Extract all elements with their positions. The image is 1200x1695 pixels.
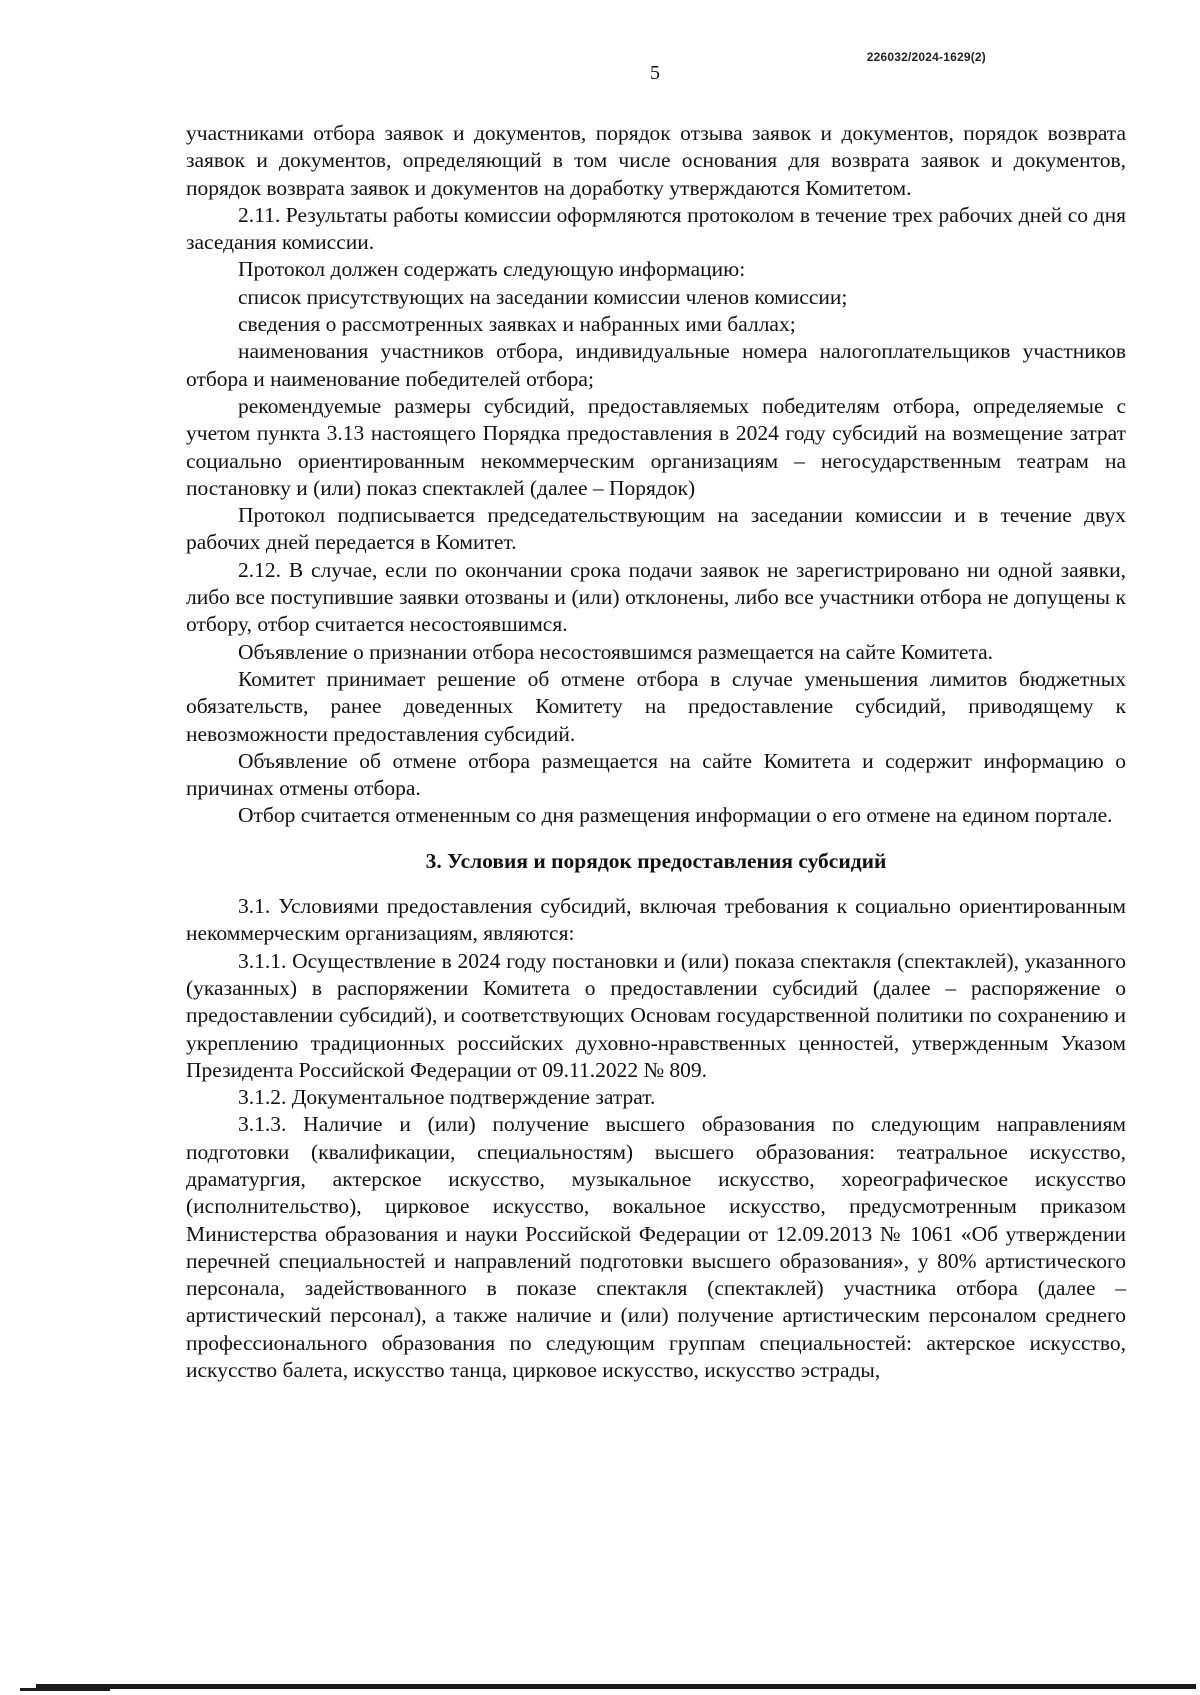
- list-item-applications: сведения о рассмотренных заявках и набранных ими баллах;: [238, 312, 796, 337]
- paragraph-2-11: 2.11. Результаты работы комиссии оформляются протоколом в течение трех рабочих дней со дня заседания комиссии.: [186, 202, 1126, 255]
- list-item-participants: наименования участников отбора, индивидуальные номера налогоплательщиков участников отбора и наименование победителей отбора;: [186, 339, 1126, 391]
- paragraph-3-1-1: 3.1.1. Осуществление в 2024 году постановки и (или) показа спектакля (спектаклей), указанного (указанных) в распоряжении Комитета о предоставлении субсидий (далее – распоряжение о предоставлении субсидий), и соответствующих Основам государственной политики по сохранению и укреплению традиционных российских духовно-нравственных ценностей, утвержденным Указом Президента Российской Федерации от 09.11.2022 № 809.: [186, 948, 1126, 1082]
- paragraph-3-1-2: 3.1.2. Документальное подтверждение затрат.: [238, 1085, 656, 1110]
- paragraph-3-1-3: 3.1.3. Наличие и (или) получение высшего образования по следующим направлениям подготовки (квалификации, специальностям) высшего образования: театральное искусство, драматургия, актерское искусство, музыкальное искусство, хореографическое искусство (исполнительство), цирковое искусство, вокальное искусство, предусмотренным приказом Министерства образования и науки Российской Федерации от 12.09.2013 № 1061 «Об утверждении перечней специальностей и направлений подготовки высшего образования», у 80% артистического персонала, задействованного в показе спектакля (спектаклей) участника отбора (далее – артистический персонал), а также наличие и (или) получение артистическим персоналом среднего профессионального образования по следующим группам специальностей: актерское искусство, искусство балета, искусство танца, цирковое искусство, искусство эстрады,: [186, 1112, 1126, 1383]
- page-number: 5: [650, 62, 660, 84]
- paragraph-continuation: участниками отбора заявок и документов, порядок отзыва заявок и документов, порядок возврата заявок и документов, определяющий в том числе основания для возврата заявок и документов, порядок возврата заявок и документов на доработку утверждаются Комитетом.: [186, 121, 1126, 200]
- paragraph-protocol-content: Протокол должен содержать следующую информацию:: [238, 257, 746, 282]
- paragraph-2-12: 2.12. В случае, если по окончании срока подачи заявок не зарегистрировано ни одной заявки, либо все поступившие заявки отозваны и (или) отклонены, либо все участники отбора не допущены к отбору, отбор считается несостоявшимся.: [186, 557, 1126, 637]
- list-item-subsidy-sizes: рекомендуемые размеры субсидий, предоставляемых победителям отбора, определяемые с учетом пункта 3.13 настоящего Порядка предоставления в 2024 году субсидий на возмещение затрат социально ориентированным некоммерческим организациям – негосударственным театрам на постановку и (или) показ спектаклей (далее – Порядок): [186, 393, 1126, 500]
- paragraph-3-1: 3.1. Условиями предоставления субсидий, включая требования к социально ориентированным некоммерческим организациям, являются:: [186, 894, 1126, 946]
- paragraph-cancellation-effective: Отбор считается отмененным со дня размещения информации о его отмене на едином портале.: [238, 803, 1113, 828]
- document-body: [186, 120, 1126, 1384]
- paragraph-failed-announcement: Объявление о признании отбора несостоявшимся размещается на сайте Комитета.: [238, 639, 994, 664]
- paragraph-cancellation-announcement: Объявление об отмене отбора размещается на сайте Комитета и содержит информацию о причинах отмены отбора.: [186, 748, 1126, 801]
- scan-bottom-border: [36, 1684, 1196, 1689]
- paragraph-cancellation-decision: Комитет принимает решение об отмене отбора в случае уменьшения лимитов бюджетных обязательств, ранее доведенных Комитету на предоставление субсидий, приводящему к невозможности предоставления субсидий.: [186, 666, 1126, 746]
- section-3-heading: 3. Условия и порядок предоставления субсидий: [425, 848, 887, 873]
- list-item-members: список присутствующих на заседании комиссии членов комиссии;: [238, 284, 848, 309]
- document-registration-code: 226032/2024-1629(2): [866, 50, 986, 64]
- paragraph-protocol-signing: Протокол подписывается председательствующим на заседании комиссии и в течение двух рабочих дней передается в Комитет.: [186, 503, 1126, 555]
